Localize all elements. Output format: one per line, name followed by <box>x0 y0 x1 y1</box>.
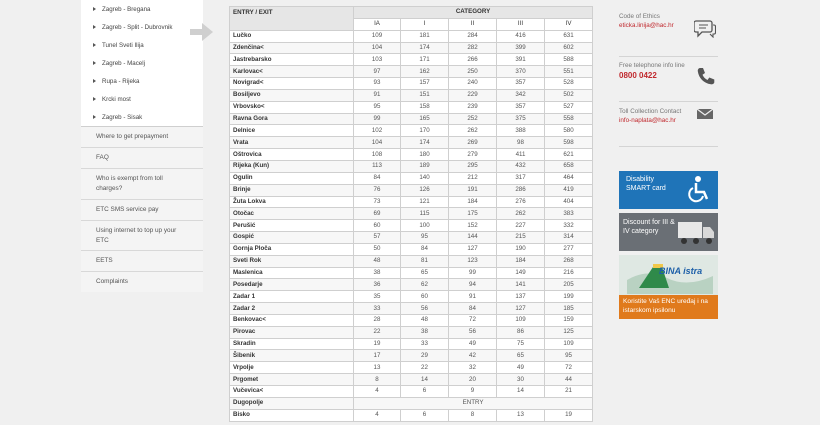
toll-station-name: Dugopolje <box>230 397 354 409</box>
toll-price: 94 <box>449 279 497 291</box>
motorway-link[interactable] <box>81 108 203 126</box>
toll-price: 44 <box>545 374 593 386</box>
toll-price: 75 <box>497 338 545 350</box>
caret-right-icon <box>93 7 96 11</box>
toll-price: 65 <box>401 267 449 279</box>
toll-price: 19 <box>545 409 593 421</box>
table-row <box>230 78 593 90</box>
motorway-link[interactable] <box>81 18 203 36</box>
toll-price: 268 <box>545 255 593 267</box>
toll-price: 125 <box>545 326 593 338</box>
toll-price: 174 <box>401 137 449 149</box>
motorway-link[interactable] <box>81 54 203 72</box>
caret-right-icon <box>93 61 96 65</box>
toll-price: 108 <box>354 149 401 161</box>
toll-price: 621 <box>545 149 593 161</box>
phone-icon <box>694 66 716 86</box>
table-row <box>230 220 593 232</box>
entry-marker: ENTRY <box>354 397 593 409</box>
phone-number-link[interactable]: 0800 0422 <box>619 71 657 81</box>
toll-price: 266 <box>449 54 497 66</box>
toll-price: 262 <box>497 208 545 220</box>
table-row <box>230 255 593 267</box>
toll-price: 86 <box>497 326 545 338</box>
disability-smart-card-banner[interactable] <box>619 171 718 209</box>
toll-price: 13 <box>497 409 545 421</box>
toll-price: 19 <box>354 338 401 350</box>
sidebar-menu <box>81 126 203 292</box>
toll-price: 104 <box>354 137 401 149</box>
motorway-link-label: Krcki most <box>102 95 131 103</box>
contact-phone <box>619 57 718 102</box>
toll-station-name: Delnice <box>230 125 354 137</box>
toll-price: 631 <box>545 30 593 42</box>
toll-price: 170 <box>401 125 449 137</box>
toll-price: 159 <box>545 314 593 326</box>
toll-price: 56 <box>449 326 497 338</box>
toll-price: 65 <box>497 350 545 362</box>
table-row <box>230 326 593 338</box>
toll-price: 72 <box>545 362 593 374</box>
table-row <box>230 386 593 398</box>
toll-price: 29 <box>401 350 449 362</box>
table-row <box>230 314 593 326</box>
toll-price: 115 <box>401 208 449 220</box>
toll-price: 42 <box>449 350 497 362</box>
table-row <box>230 362 593 374</box>
toll-price: 33 <box>354 303 401 315</box>
toll-price: 528 <box>545 78 593 90</box>
toll-price: 38 <box>354 267 401 279</box>
toll-price: 48 <box>401 314 449 326</box>
table-row <box>230 279 593 291</box>
toll-price: 102 <box>354 125 401 137</box>
caret-right-icon <box>93 43 96 47</box>
table-row <box>230 54 593 66</box>
toll-price: 464 <box>545 172 593 184</box>
toll-price: 109 <box>354 30 401 42</box>
collection-label: Toll Collection Contact <box>619 108 682 115</box>
toll-price: 4 <box>354 409 401 421</box>
toll-station-name: Zadar 1 <box>230 291 354 303</box>
toll-price: 99 <box>354 113 401 125</box>
toll-price: 588 <box>545 54 593 66</box>
toll-price: 295 <box>449 160 497 172</box>
toll-price: 375 <box>497 113 545 125</box>
toll-price: 411 <box>497 149 545 161</box>
toll-price: 100 <box>401 220 449 232</box>
category-header: IA <box>354 18 401 30</box>
col-entry-exit: ENTRY / EXIT <box>230 7 354 31</box>
toll-price: 20 <box>449 374 497 386</box>
table-row <box>230 397 593 409</box>
toll-station-name: Zadar 2 <box>230 303 354 315</box>
table-row <box>230 338 593 350</box>
toll-station-name: Žuta Lokva <box>230 196 354 208</box>
toll-price: 69 <box>354 208 401 220</box>
table-row <box>230 30 593 42</box>
category-header: II <box>449 18 497 30</box>
toll-price: 32 <box>449 362 497 374</box>
sidebar-menu-item[interactable]: Who is exempt from toll charges? <box>81 168 203 199</box>
toll-station-name: Bisko <box>230 409 354 421</box>
toll-price: 250 <box>449 66 497 78</box>
toll-price: 137 <box>497 291 545 303</box>
toll-price: 502 <box>545 89 593 101</box>
motorway-link[interactable] <box>81 72 203 90</box>
toll-price: 216 <box>545 267 593 279</box>
toll-price: 602 <box>545 42 593 54</box>
toll-station-name: Skradin <box>230 338 354 350</box>
table-row <box>230 350 593 362</box>
toll-station-name: Ogulin <box>230 172 354 184</box>
toll-price: 276 <box>497 196 545 208</box>
caret-right-icon <box>93 97 96 101</box>
toll-price: 84 <box>401 243 449 255</box>
toll-price: 212 <box>449 172 497 184</box>
toll-station-name: Ravna Gora <box>230 113 354 125</box>
toll-price: 38 <box>401 326 449 338</box>
toll-price: 93 <box>354 78 401 90</box>
toll-price: 8 <box>354 374 401 386</box>
toll-price: 95 <box>545 350 593 362</box>
toll-price: 152 <box>449 220 497 232</box>
toll-station-name: Šibenik <box>230 350 354 362</box>
contact-ethics <box>619 12 718 57</box>
category-header: III <box>497 18 545 30</box>
truck-icon <box>676 218 716 248</box>
toll-price: 269 <box>449 137 497 149</box>
toll-price: 22 <box>401 362 449 374</box>
toll-price: 6 <box>401 409 449 421</box>
toll-price: 84 <box>354 172 401 184</box>
toll-price: 388 <box>497 125 545 137</box>
toll-price: 36 <box>354 279 401 291</box>
toll-price: 181 <box>401 30 449 42</box>
toll-price: 109 <box>497 314 545 326</box>
toll-price: 98 <box>497 137 545 149</box>
sidebar-menu-item[interactable]: Complaints <box>81 271 203 292</box>
sidebar-menu-item[interactable]: EETS <box>81 250 203 271</box>
toll-station-name: Benkovac< <box>230 314 354 326</box>
toll-price: 174 <box>401 42 449 54</box>
toll-price: 121 <box>401 196 449 208</box>
toll-price: 35 <box>354 291 401 303</box>
table-row <box>230 172 593 184</box>
toll-price: 33 <box>401 338 449 350</box>
discount-category-banner[interactable] <box>619 213 718 251</box>
toll-price: 580 <box>545 125 593 137</box>
toll-price: 558 <box>545 113 593 125</box>
table-row <box>230 374 593 386</box>
toll-table <box>229 6 592 422</box>
toll-price: 113 <box>354 160 401 172</box>
sidebar-menu-item[interactable]: Using internet to top up your ETC <box>81 220 203 251</box>
motorway-link[interactable] <box>81 36 203 54</box>
toll-price: 72 <box>449 314 497 326</box>
toll-price: 22 <box>354 326 401 338</box>
toll-price: 14 <box>401 374 449 386</box>
sidebar-menu-item[interactable]: Where to get prepayment <box>81 126 203 147</box>
toll-price: 383 <box>545 208 593 220</box>
toll-price: 229 <box>449 89 497 101</box>
toll-price: 551 <box>545 66 593 78</box>
toll-station-name: Vrata <box>230 137 354 149</box>
toll-station-name: Rijeka (Kun) <box>230 160 354 172</box>
toll-price: 104 <box>354 42 401 54</box>
toll-price: 97 <box>354 66 401 78</box>
toll-price: 99 <box>449 267 497 279</box>
toll-price: 399 <box>497 42 545 54</box>
toll-price: 73 <box>354 196 401 208</box>
envelope-icon <box>694 105 716 125</box>
toll-price: 21 <box>545 386 593 398</box>
category-header: I <box>401 18 449 30</box>
toll-station-name: Novigrad< <box>230 78 354 90</box>
toll-price: 14 <box>497 386 545 398</box>
caret-right-icon <box>93 115 96 119</box>
caret-right-icon <box>93 25 96 29</box>
toll-price: 658 <box>545 160 593 172</box>
toll-price: 419 <box>545 184 593 196</box>
toll-price: 184 <box>497 255 545 267</box>
table-row <box>230 125 593 137</box>
toll-price: 432 <box>497 160 545 172</box>
toll-station-name: Oštrovica <box>230 149 354 161</box>
sidebar <box>81 0 203 292</box>
toll-station-name: Bosiljevo <box>230 89 354 101</box>
toll-station-name: Pirovac <box>230 326 354 338</box>
toll-price: 126 <box>401 184 449 196</box>
toll-price: 239 <box>449 101 497 113</box>
toll-station-name: Maslenica <box>230 267 354 279</box>
motorway-link-label: Zagreb - Split - Dubrovnik <box>102 23 173 31</box>
toll-price: 342 <box>497 89 545 101</box>
toll-price: 205 <box>545 279 593 291</box>
bina-banner-text: Koristite Vaš ENC uređaj i na istarskom ipsilonu <box>619 295 718 319</box>
toll-price: 6 <box>401 386 449 398</box>
wheelchair-icon <box>682 175 712 205</box>
toll-price: 391 <box>497 54 545 66</box>
toll-price: 109 <box>545 338 593 350</box>
toll-station-name: Prgomet <box>230 374 354 386</box>
table-row <box>230 291 593 303</box>
toll-price: 158 <box>401 101 449 113</box>
toll-price: 28 <box>354 314 401 326</box>
motorway-link-label: Zagreb - Bregana <box>102 5 151 13</box>
toll-price: 227 <box>497 220 545 232</box>
toll-price: 189 <box>401 160 449 172</box>
toll-price: 171 <box>401 54 449 66</box>
toll-station-name: Karlovac< <box>230 66 354 78</box>
chat-bubble-icon <box>694 18 716 38</box>
toll-station-name: Posedarje <box>230 279 354 291</box>
toll-price: 252 <box>449 113 497 125</box>
toll-station-name: Otočac <box>230 208 354 220</box>
toll-price: 151 <box>401 89 449 101</box>
caret-right-icon <box>93 79 96 83</box>
toll-price: 95 <box>401 232 449 244</box>
table-row <box>230 101 593 113</box>
toll-station-name: Sveti Rok <box>230 255 354 267</box>
right-panel <box>619 12 718 319</box>
ethics-label: Code of Ethics <box>619 13 660 20</box>
table-row <box>230 160 593 172</box>
toll-price: 60 <box>401 291 449 303</box>
toll-price: 286 <box>497 184 545 196</box>
toll-price: 103 <box>354 54 401 66</box>
toll-price: 175 <box>449 208 497 220</box>
motorway-link-label: Rupa - Rijeka <box>102 77 140 85</box>
toll-price: 149 <box>497 267 545 279</box>
toll-station-name: Vučevica< <box>230 386 354 398</box>
toll-price: 17 <box>354 350 401 362</box>
toll-price: 127 <box>497 303 545 315</box>
contact-collection <box>619 102 718 147</box>
toll-price: 277 <box>545 243 593 255</box>
table-row <box>230 303 593 315</box>
toll-price: 8 <box>449 409 497 421</box>
toll-price: 56 <box>401 303 449 315</box>
sidebar-menu-item[interactable]: ETC SMS service pay <box>81 199 203 220</box>
toll-price: 13 <box>354 362 401 374</box>
toll-station-name: Vrbovsko< <box>230 101 354 113</box>
toll-price: 144 <box>449 232 497 244</box>
toll-price: 279 <box>449 149 497 161</box>
toll-price: 262 <box>449 125 497 137</box>
toll-price: 240 <box>449 78 497 90</box>
phone-label: Free telephone info line <box>619 62 685 69</box>
toll-price: 332 <box>545 220 593 232</box>
toll-price: 190 <box>497 243 545 255</box>
toll-price: 404 <box>545 196 593 208</box>
table-row <box>230 232 593 244</box>
disability-banner-text: Disability SMART card <box>626 176 666 193</box>
sidebar-menu-item[interactable]: FAQ <box>81 147 203 168</box>
toll-price: 282 <box>449 42 497 54</box>
toll-price: 185 <box>545 303 593 315</box>
table-row <box>230 243 593 255</box>
toll-price: 48 <box>354 255 401 267</box>
toll-price: 199 <box>545 291 593 303</box>
toll-price: 76 <box>354 184 401 196</box>
collection-email-link[interactable]: info-naplata@hac.hr <box>619 117 676 125</box>
motorway-link-label: Zagreb - Sisak <box>102 113 143 121</box>
toll-price: 9 <box>449 386 497 398</box>
bina-logo-text: BINA istra <box>659 266 703 276</box>
toll-price: 123 <box>449 255 497 267</box>
toll-price: 317 <box>497 172 545 184</box>
table-row <box>230 137 593 149</box>
table-row <box>230 267 593 279</box>
toll-price: 215 <box>497 232 545 244</box>
toll-price: 527 <box>545 101 593 113</box>
toll-price: 314 <box>545 232 593 244</box>
toll-price: 598 <box>545 137 593 149</box>
toll-price: 60 <box>354 220 401 232</box>
ethics-email-link[interactable]: eticka.linija@hac.hr <box>619 22 674 30</box>
toll-station-name: Brinje <box>230 184 354 196</box>
toll-price: 370 <box>497 66 545 78</box>
table-row <box>230 184 593 196</box>
motorway-list <box>81 0 203 126</box>
toll-price: 162 <box>401 66 449 78</box>
toll-price: 84 <box>449 303 497 315</box>
toll-price: 184 <box>449 196 497 208</box>
toll-price: 127 <box>449 243 497 255</box>
motorway-link[interactable] <box>81 90 203 108</box>
toll-station-name: Jastrebarsko <box>230 54 354 66</box>
toll-price: 91 <box>449 291 497 303</box>
toll-price: 284 <box>449 30 497 42</box>
col-category: CATEGORY <box>354 7 593 19</box>
toll-price: 4 <box>354 386 401 398</box>
toll-price: 49 <box>449 338 497 350</box>
toll-price: 157 <box>401 78 449 90</box>
motorway-link-label: Zagreb - Macelj <box>102 59 145 67</box>
category-header: IV <box>545 18 593 30</box>
toll-price: 91 <box>354 89 401 101</box>
table-row <box>230 89 593 101</box>
table-row <box>230 42 593 54</box>
toll-price: 50 <box>354 243 401 255</box>
motorway-link[interactable] <box>81 0 203 18</box>
toll-station-name: Zdenčina< <box>230 42 354 54</box>
toll-price: 81 <box>401 255 449 267</box>
toll-station-name: Gornja Ploča <box>230 243 354 255</box>
toll-price: 62 <box>401 279 449 291</box>
toll-station-name: Vrpolje <box>230 362 354 374</box>
bina-istra-banner[interactable] <box>619 255 718 319</box>
toll-price: 95 <box>354 101 401 113</box>
toll-price: 357 <box>497 101 545 113</box>
discount-banner-text: Discount for III & IV category <box>623 219 675 236</box>
table-row <box>230 208 593 220</box>
toll-price: 180 <box>401 149 449 161</box>
table-row <box>230 409 593 421</box>
toll-price: 30 <box>497 374 545 386</box>
toll-price: 416 <box>497 30 545 42</box>
motorway-link-label: Tunel Sveti Ilija <box>102 41 144 49</box>
toll-price: 57 <box>354 232 401 244</box>
table-row <box>230 149 593 161</box>
toll-price: 49 <box>497 362 545 374</box>
arrow-right-icon <box>190 22 214 42</box>
toll-price: 191 <box>449 184 497 196</box>
toll-price: 165 <box>401 113 449 125</box>
table-row <box>230 66 593 78</box>
table-row <box>230 113 593 125</box>
toll-price: 141 <box>497 279 545 291</box>
toll-price: 357 <box>497 78 545 90</box>
toll-station-name: Gospić <box>230 232 354 244</box>
toll-station-name: Perušić <box>230 220 354 232</box>
table-row <box>230 196 593 208</box>
toll-price: 140 <box>401 172 449 184</box>
toll-station-name: Lučko <box>230 30 354 42</box>
